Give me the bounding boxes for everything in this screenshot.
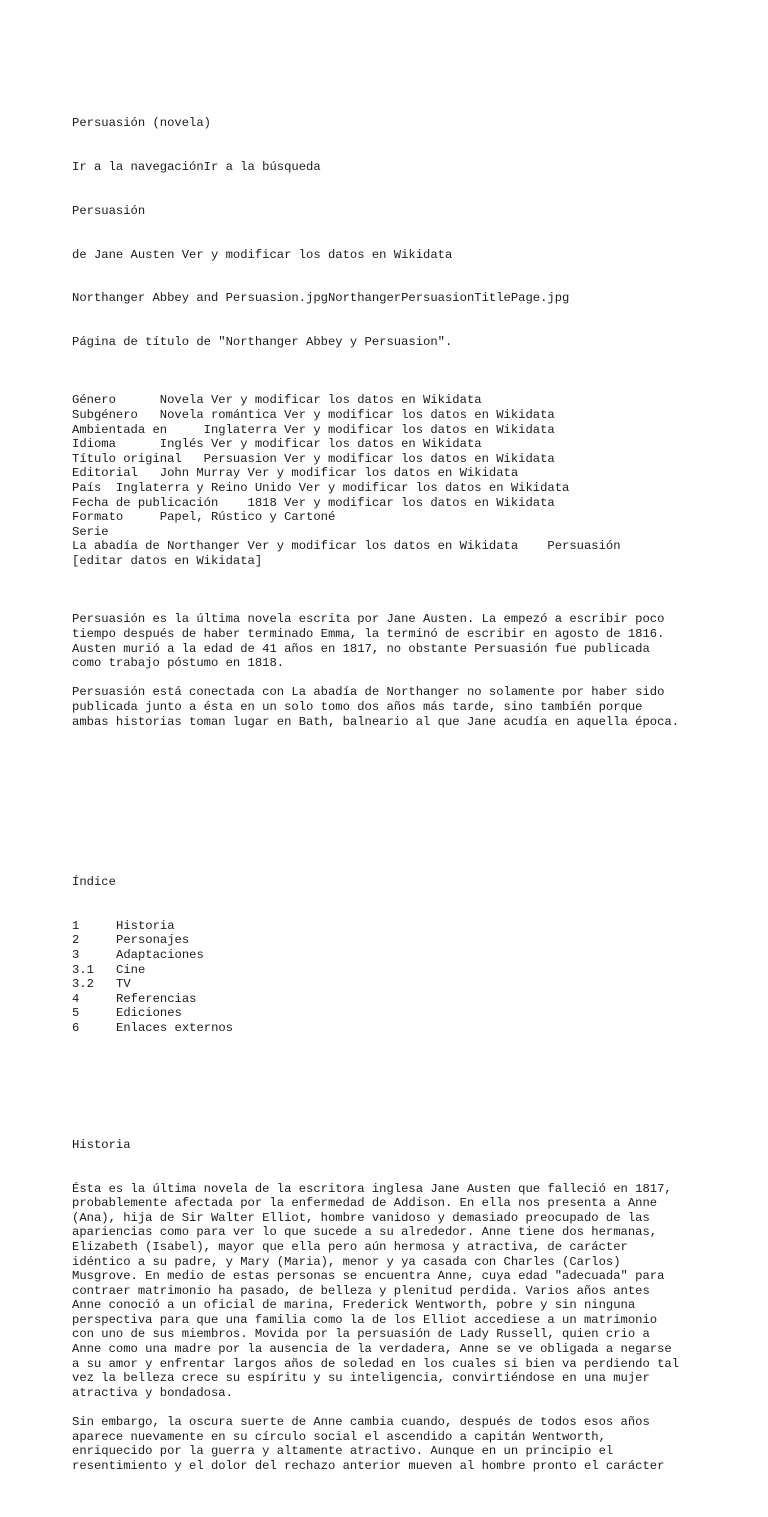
text-line: Persuasión es la última novela escrita por Jane Austen. La empezó a escribir poco [72, 612, 665, 627]
text-line: Elizabeth (Isabel), mayor que ella pero aún hermosa y atractiva, de carácter [72, 1239, 628, 1254]
author-line: de Jane Austen Ver y modificar los datos en Wikidata [72, 247, 453, 262]
search-link[interactable]: Ir a la búsqueda [203, 159, 321, 174]
image-caption: Página de título de "Northanger Abbey y Persuasion". [72, 335, 453, 350]
toc-item[interactable] [72, 919, 732, 934]
infobox-row: La abadía de Northanger Ver y modificar los datos en Wikidata Persuasión [72, 539, 621, 554]
text-line: probablemente afectada por la enfermedad de Addison. En ella nos presenta a Anne [72, 1196, 658, 1211]
text-line: vez la belleza crece su espíritu y su inteligencia, convirtiéndose en una mujer [72, 1371, 650, 1386]
table-of-contents [72, 846, 732, 1065]
toc-item-label[interactable]: TV [116, 977, 131, 992]
toc-item-label[interactable]: Cine [116, 962, 146, 977]
toc-item-number: 3.1 [72, 962, 94, 977]
infobox-row: País Inglaterra y Reino Unido Ver y modificar los datos en Wikidata [72, 481, 570, 496]
text-line: Sin embargo, la oscura suerte de Anne cambia cuando, después de todos esos años [72, 1415, 650, 1430]
toc-item-number: 2 [72, 933, 80, 948]
infobox-row: Título original Persuasion Ver y modificar los datos en Wikidata [72, 451, 555, 466]
text-line: perspectiva para que una familia como la de los Elliot accediese a un matrimonio [72, 1312, 658, 1327]
toc-item-number: 6 [72, 1021, 80, 1035]
image-filename-line: Northanger Abbey and Persuasion.jpgNorthangerPersuasionTitlePage.jpg [72, 291, 570, 306]
text-line: contraer matrimonio ha pasado, de belleza y plenitud perdida. Varios años antes [72, 1283, 650, 1298]
toc-item[interactable] [72, 977, 732, 992]
toc-item-number: 3.2 [72, 977, 94, 992]
text-line: Persuasión está conectada con La abadía de Northanger no solamente por haber sido [72, 685, 665, 700]
infobox-row: [editar datos en Wikidata] [72, 554, 263, 568]
text-line: Ésta es la última novela de la escritora inglesa Jane Austen que falleció en 1817, [72, 1181, 672, 1196]
toc-item-label[interactable]: Personajes [116, 933, 190, 948]
book-title: Persuasión [72, 203, 146, 218]
text-line: resentimiento y el dolor del rechazo anterior mueven al hombre pronto el carácter [72, 1458, 665, 1473]
toc-item-number: 1 [72, 918, 80, 933]
nav-link[interactable]: Ir a la navegación [72, 159, 204, 174]
text-line: apariencias como para ver lo que sucede a su alrededor. Anne tiene dos hermanas, [72, 1225, 658, 1240]
toc-item-label[interactable]: Referencias [116, 991, 197, 1006]
text-line: Musgrove. En medio de estas personas se encuentra Anne, cuya edad "adecuada" para [72, 1269, 665, 1284]
toc-item[interactable] [72, 963, 732, 978]
infobox-row: Género Novela Ver y modificar los datos en Wikidata [72, 393, 482, 408]
section-heading-historia: Historia [72, 1137, 131, 1152]
toc-item-number: 3 [72, 948, 80, 963]
toc-item-label[interactable]: Enlaces externos [116, 1021, 234, 1035]
text-line: idéntico a su padre, y Mary (Maria), menor y ya casada con Charles (Carlos) [72, 1254, 621, 1269]
text-line: ambas historias toman lugar en Bath, balneario al que Jane acudía en aquella época. [72, 714, 680, 729]
toc-item[interactable] [72, 1021, 732, 1036]
infobox-row: Editorial John Murray Ver y modificar los datos en Wikidata [72, 466, 519, 481]
text-line: Anne conoció a un oficial de marina, Frederick Wentworth, pobre y sin ninguna [72, 1298, 636, 1313]
infobox-row: Idioma Inglés Ver y modificar los datos en Wikidata [72, 437, 482, 452]
text-line: Austen murió a la edad de 41 años en 1817, no obstante Persuasión fue publicada [72, 641, 650, 656]
document-body [72, 87, 732, 1517]
paragraph-gap [72, 1400, 732, 1415]
historia-paragraph [72, 1415, 732, 1473]
text-line: atractiva y bondadosa. [72, 1385, 233, 1400]
toc-item-label[interactable]: Ediciones [116, 1006, 182, 1021]
infobox-row: Formato Papel, Rústico y Cartoné [72, 510, 336, 525]
infobox-row: Subgénero Novela romántica Ver y modificar los datos en Wikidata [72, 408, 555, 423]
infobox [72, 393, 732, 568]
paragraph-gap [72, 671, 732, 686]
toc-item[interactable] [72, 992, 732, 1007]
text-line: a su amor y enfrentar largos años de soledad en los cuales si bien va perdiendo tal [72, 1356, 680, 1371]
historia-paragraph [72, 1182, 732, 1401]
intro-section [72, 612, 732, 729]
text-line: como trabajo póstumo en 1818. [72, 656, 285, 671]
infobox-row: Fecha de publicación 1818 Ver y modificar los datos en Wikidata [72, 495, 555, 510]
intro-paragraph [72, 612, 732, 670]
toc-item-number: 5 [72, 1006, 80, 1021]
text-line: Anne como una madre por la ausencia de la verdadera, Anne se ve obligada a negarse [72, 1342, 672, 1357]
skip-links [72, 160, 732, 175]
page-title: Persuasión (novela) [72, 116, 211, 131]
infobox-row: Ambientada en Inglaterra Ver y modificar los datos en Wikidata [72, 422, 555, 437]
text-line: publicada junto a ésta en un solo tomo dos años más tarde, sino también porque [72, 699, 643, 714]
toc-item-label[interactable]: Historia [116, 918, 175, 933]
toc-item[interactable] [72, 933, 732, 948]
toc-heading: Índice [72, 875, 116, 890]
infobox-row: Serie [72, 524, 109, 539]
toc-item[interactable] [72, 948, 732, 963]
text-line: enriquecido por la guerra y altamente atractivo. Aunque en un principio el [72, 1444, 614, 1459]
intro-paragraph [72, 685, 732, 729]
text-line: tiempo después de haber terminado Emma, la terminó de escribir en agosto de 1816. [72, 626, 665, 641]
spacer [72, 773, 732, 802]
toc-item-number: 4 [72, 991, 80, 1006]
toc-item[interactable] [72, 1006, 732, 1021]
historia-section [72, 1109, 732, 1503]
text-line: con uno de sus miembros. Movida por la persuasión de Lady Russell, quien crio a [72, 1327, 650, 1342]
toc-item-label[interactable]: Adaptaciones [116, 948, 204, 963]
text-line: (Ana), hija de Sir Walter Elliot, hombre vanidoso y demasiado preocupado de las [72, 1210, 650, 1225]
text-line: aparece nuevamente en su círculo social el ascendido a capitán Wentworth, [72, 1429, 606, 1444]
